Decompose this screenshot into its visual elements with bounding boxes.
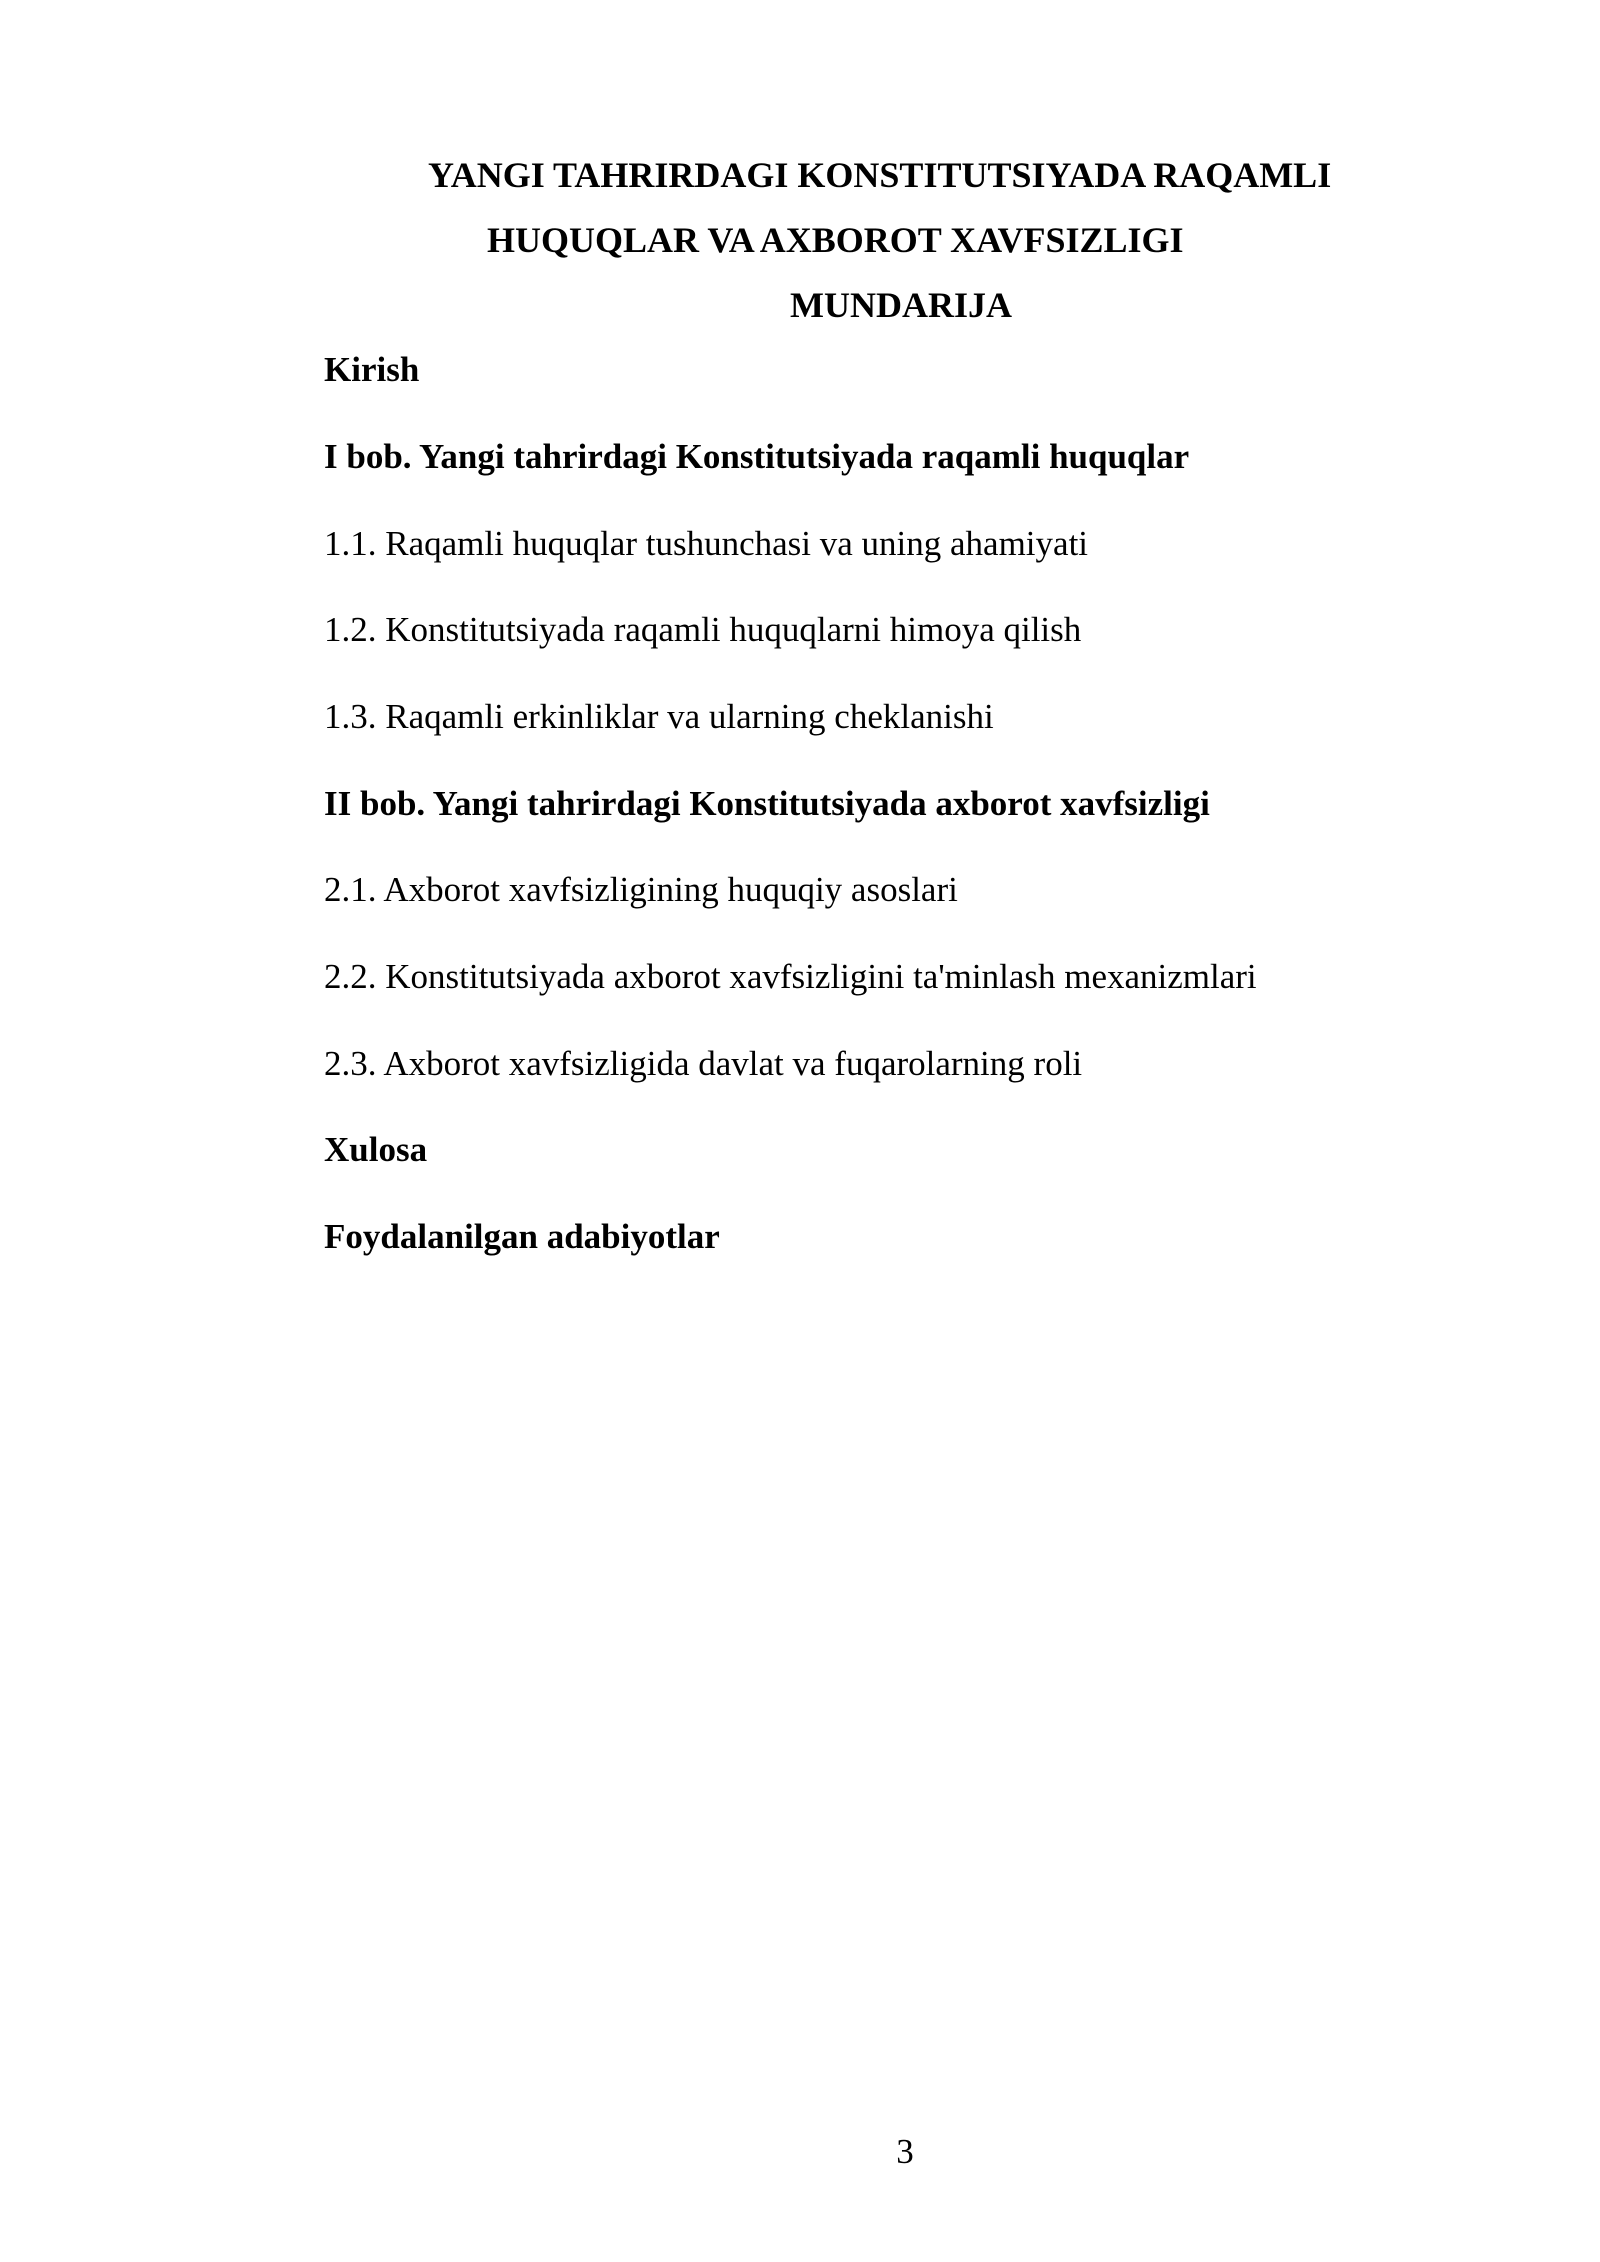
toc-entry-conclusion: Xulosa: [324, 1130, 428, 1169]
toc-entry-references: Foydalanilgan adabiyotlar: [324, 1217, 720, 1256]
document-title-line-1: YANGI TAHRIRDAGI KONSTITUTSIYADA RAQAMLI: [428, 155, 1332, 195]
toc-entry-chapter-1: I bob. Yangi tahrirdagi Konstitutsiyada raqamli huquqlar: [324, 437, 1190, 476]
toc-entry-section-1-1: 1.1. Raqamli huquqlar tushunchasi va uning ahamiyati: [324, 524, 1089, 563]
toc-entry-section-2-2: 2.2. Konstitutsiyada axborot xavfsizligini ta'minlash mexanizmlari: [324, 957, 1257, 996]
toc-entry-section-1-2: 1.2. Konstitutsiyada raqamli huquqlarni himoya qilish: [324, 610, 1082, 649]
toc-entry-section-2-3: 2.3. Axborot xavfsizligida davlat va fuqarolarning roli: [324, 1044, 1083, 1083]
document-title-line-2: HUQUQLAR VA AXBOROT XAVFSIZLIGI: [487, 220, 1184, 260]
toc-entry-chapter-2: II bob. Yangi tahrirdagi Konstitutsiyada axborot xavfsizligi: [324, 784, 1210, 823]
toc-entry-introduction: Kirish: [324, 350, 420, 389]
toc-entry-section-2-1: 2.1. Axborot xavfsizligining huquqiy asoslari: [324, 870, 958, 909]
toc-entry-section-1-3: 1.3. Raqamli erkinliklar va ularning cheklanishi: [324, 697, 994, 736]
page-number: 3: [896, 2132, 914, 2171]
contents-heading: MUNDARIJA: [790, 285, 1012, 325]
